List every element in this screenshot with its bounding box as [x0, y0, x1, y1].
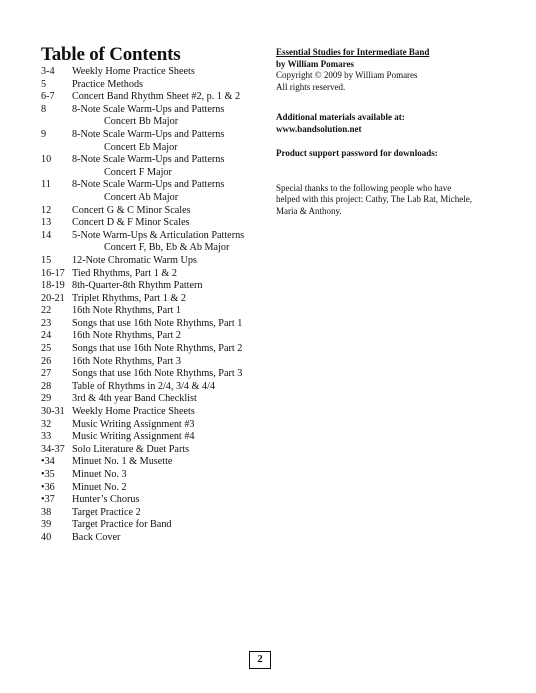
toc-page-number: 29 — [41, 393, 52, 405]
toc-page-number: 40 — [41, 531, 52, 543]
toc-entry-title: 3rd & 4th year Band Checklist — [72, 393, 197, 405]
toc-entry-title: 8-Note Scale Warm-Ups and Patterns — [72, 103, 225, 115]
toc-entry — [41, 482, 281, 495]
toc-entry — [41, 79, 281, 92]
toc-entry — [41, 242, 281, 255]
toc-entry — [41, 91, 281, 104]
toc-page-number: 9 — [41, 128, 47, 140]
toc-entry — [41, 330, 281, 343]
password-label: Product support password for downloads: — [276, 148, 438, 158]
toc-entry-title: Songs that use 16th Note Rhythms, Part 3 — [72, 368, 243, 380]
toc-entry-title: 8-Note Scale Warm-Ups and Patterns — [72, 179, 225, 191]
toc-entry — [41, 192, 281, 205]
toc-entry-title: Concert G & C Minor Scales — [72, 204, 191, 216]
toc-entry-title: Tied Rhythms, Part 1 & 2 — [72, 267, 177, 279]
toc-page-number: 14 — [41, 229, 52, 241]
toc-entry — [41, 444, 281, 457]
toc-page-number: 6-7 — [41, 91, 55, 103]
toc-title: Table of Contents — [41, 44, 181, 65]
toc-entry — [41, 104, 281, 117]
toc-page-number: 32 — [41, 418, 52, 430]
toc-entry — [41, 507, 281, 520]
toc-page-number: 3-4 — [41, 66, 55, 77]
toc-entry-title: Practice Methods — [72, 78, 144, 90]
toc-entry — [41, 268, 281, 281]
materials-label: Additional materials available at: — [276, 112, 405, 122]
copyright: Copyright © 2009 by William Pomares — [276, 70, 418, 80]
author: by William Pomares — [276, 58, 355, 69]
toc-entry — [41, 532, 281, 545]
toc-entry-title: 16th Note Rhythms, Part 2 — [72, 330, 181, 342]
toc-entry — [41, 167, 281, 180]
special-thanks: Special thanks to the following people who have helped with this project: Cathy, The Lab Rat, Michele, Maria & Anthony. — [276, 182, 472, 217]
toc-entry-title: 16th Note Rhythms, Part 3 — [72, 355, 181, 367]
toc-entry — [41, 255, 281, 268]
toc-page-number: •35 — [41, 469, 55, 480]
toc-page-number — [41, 167, 72, 180]
toc-entry-title: Concert F Major — [104, 166, 172, 178]
toc-entry-title: Concert Band Rhythm Sheet #2, p. 1 & 2 — [72, 91, 241, 103]
toc-entry-title: Target Practice 2 — [72, 506, 141, 518]
toc-page-number: 11 — [41, 179, 51, 191]
toc-entry-title: 5-Note Warm-Ups & Articulation Patterns — [72, 229, 245, 241]
toc-page-number: 23 — [41, 317, 52, 329]
toc-page-number: •36 — [41, 481, 55, 493]
toc-page-number — [41, 116, 72, 129]
toc-page-number — [41, 192, 72, 205]
toc-entry-title: Concert Ab Major — [104, 191, 179, 203]
toc-page-number: 13 — [41, 217, 52, 229]
toc-entry-title: 8-Note Scale Warm-Ups and Patterns — [72, 154, 225, 166]
materials-url[interactable]: www.bandsolution.net — [276, 123, 362, 134]
toc-entry-title: Weekly Home Practice Sheets — [72, 406, 195, 418]
toc-entry-title: Concert Bb Major — [104, 116, 179, 128]
toc-entry-title: Minuet No. 3 — [72, 469, 127, 480]
toc-entry — [41, 456, 281, 469]
toc-entry-title: 16th Note Rhythms, Part 1 — [72, 305, 181, 317]
toc-entry — [41, 179, 281, 192]
toc-entry — [41, 154, 281, 167]
toc-page-number: •37 — [41, 494, 55, 506]
toc-entry-title: Concert F, Bb, Eb & Ab Major — [104, 242, 230, 254]
toc-entry — [41, 368, 281, 381]
toc-entry-title: Hunter’s Chorus — [72, 494, 140, 506]
toc-page-number: 24 — [41, 330, 52, 342]
book-info — [276, 47, 516, 218]
toc-entry — [41, 393, 281, 406]
toc-entry — [41, 318, 281, 331]
toc-page-number: 34-37 — [41, 443, 65, 455]
toc-entry-title: 8th-Quarter-8th Rhythm Pattern — [72, 280, 203, 292]
toc-entry-title: Minuet No. 2 — [72, 481, 127, 493]
toc-page-number — [41, 242, 72, 255]
toc-page-number: •34 — [41, 456, 55, 468]
toc-entry-title: Music Writing Assignment #4 — [72, 431, 195, 443]
toc-page-number: 12 — [41, 204, 52, 216]
toc-entry — [41, 66, 281, 79]
toc-entry — [41, 293, 281, 306]
toc-entry — [41, 406, 281, 419]
toc-page-number: 5 — [41, 78, 47, 90]
toc-entry-title: Concert Eb Major — [104, 141, 178, 153]
toc-page-number: 27 — [41, 368, 52, 380]
toc-entry — [41, 419, 281, 432]
page-number: 2 — [249, 651, 271, 669]
toc-entry-title: Back Cover — [72, 531, 121, 543]
toc-entry-title: Concert D & F Minor Scales — [72, 217, 190, 229]
toc-page-number: 16-17 — [41, 267, 65, 279]
toc-entry — [41, 217, 281, 230]
toc-entry — [41, 205, 281, 218]
toc-entry — [41, 280, 281, 293]
toc-entry — [41, 343, 281, 356]
rights-notice: All rights reserved. — [276, 81, 346, 92]
toc-page-number: 20-21 — [41, 292, 65, 304]
toc-page-number: 39 — [41, 519, 52, 531]
toc-page-number: 33 — [41, 431, 52, 443]
toc-entry-title: Table of Rhythms in 2/4, 3/4 & 4/4 — [72, 380, 216, 392]
toc-entry-title: 8-Note Scale Warm-Ups and Patterns — [72, 128, 225, 140]
toc-entry-title: Songs that use 16th Note Rhythms, Part 1 — [72, 317, 243, 329]
toc-page-number: 30-31 — [41, 406, 65, 418]
toc-entry — [41, 519, 281, 532]
toc-page-number: 25 — [41, 343, 52, 355]
toc-entry-title: Minuet No. 1 & Musette — [72, 456, 173, 468]
toc-entry-title: Songs that use 16th Note Rhythms, Part 2 — [72, 343, 243, 355]
toc-entry — [41, 116, 281, 129]
toc-entry-title: Solo Literature & Duet Parts — [72, 443, 190, 455]
toc-entry — [41, 494, 281, 507]
toc-page-number: 10 — [41, 154, 52, 166]
toc-entry — [41, 431, 281, 444]
toc-page-number: 8 — [41, 103, 47, 115]
toc-page-number: 22 — [41, 305, 52, 317]
toc-entry-title: Target Practice for Band — [72, 519, 172, 531]
toc-entry — [41, 305, 281, 318]
book-title: Essential Studies for Intermediate Band — [276, 47, 430, 57]
toc-page-number: 28 — [41, 380, 52, 392]
toc-page-number: 18-19 — [41, 280, 65, 292]
toc-entry — [41, 129, 281, 142]
toc-entry — [41, 469, 281, 482]
toc-entry-title: Triplet Rhythms, Part 1 & 2 — [72, 292, 186, 304]
toc-list — [41, 66, 281, 545]
toc-page-number: 15 — [41, 254, 52, 266]
toc-page-number — [41, 142, 72, 155]
toc-entry-title: Weekly Home Practice Sheets — [72, 66, 195, 77]
toc-entry — [41, 142, 281, 155]
toc-entry — [41, 381, 281, 394]
toc-entry — [41, 356, 281, 369]
toc-page-number: 26 — [41, 355, 52, 367]
toc-entry — [41, 230, 281, 243]
toc-entry-title: 12-Note Chromatic Warm Ups — [72, 254, 197, 266]
toc-page-number: 38 — [41, 506, 52, 518]
toc-entry-title: Music Writing Assignment #3 — [72, 418, 195, 430]
